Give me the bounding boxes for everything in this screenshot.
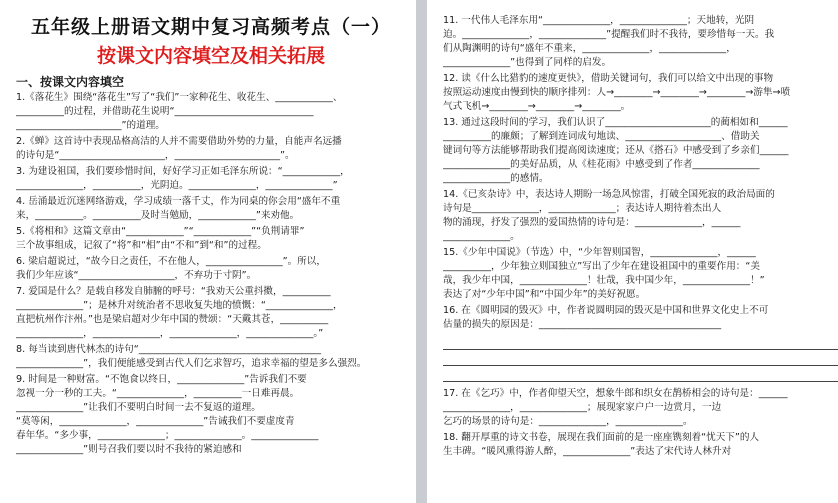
question-line: ______________________”的道理。: [16, 120, 165, 131]
question-line: __________的廉颇；了解到连词成句地读、____________________、借助关: [443, 131, 760, 142]
question-line: ______________，__________，光阴迫。______________，______________”: [16, 180, 338, 191]
question-item: [16, 255, 406, 283]
question-item: [443, 72, 838, 114]
question-line: __________的过程，并借助花生说明“_____________________________: [16, 106, 314, 117]
question-line: 18. 翻开厚重的诗文书卷，展现在我们面前的是一座座镌刻着“忧天下”的人: [443, 432, 760, 443]
question-line: ______________，______________；展现家家户户一边赏月，一边: [443, 402, 722, 413]
question-item: [16, 285, 406, 341]
question-line: 的诗句是“______________________，______________________”。: [16, 150, 295, 161]
left-question-list: [16, 91, 406, 459]
question-line: 键词句等方法能够帮助我们提高阅读速度；还从《搭石》中感受到了乡亲们______: [443, 145, 789, 156]
question-line: 来，__________。__________及时当勉励，____________”来劝他。: [16, 210, 300, 221]
question-line: 14.《已亥杂诗》中，表达诗人期盼一场急风惊雷，打破全国死寂的政治局面的: [443, 189, 775, 200]
question-line: 8. 每当读到唐代林杰的诗句“______________________________________: [16, 344, 321, 355]
question-line: ______________”，我们便能感受到古代人们乞求智巧，追求幸福的望是多么强烈。: [16, 358, 367, 369]
question-line: 忽视一分一秒的工夫。“______________，__________一日难再晨。: [16, 388, 300, 399]
question-item: [443, 188, 838, 244]
question-line: 1.《落花生》围绕“落花生”写了“我们”一家种花生、收花生、____________、: [16, 92, 343, 103]
question-line: 生丰碑。“暖风熏得游人醉，______________”表达了宋代诗人林升对: [443, 446, 732, 457]
question-line: 7. 爱国是什么？是载自移发自肺腑的呼号：“我劝天公重抖擞，__________: [16, 286, 331, 297]
question-line: ______________的感情。: [443, 173, 549, 184]
question-item: [16, 91, 406, 133]
question-line: 12. 读《什么比猎豹的速度更快》，借助关键词句，我们可以给文中出现的事物: [443, 73, 774, 84]
question-item: [443, 246, 838, 302]
question-line: ______________”也得到了同样的启发。: [443, 57, 612, 68]
question-line: 13. 通过这段时间的学习，我们认识了______________________的蔺相如和______: [443, 117, 788, 128]
question-item: [443, 431, 838, 459]
question-line: __________，少年独立则国独立”写出了少年在建设祖国中的重要作用：“美: [443, 261, 760, 272]
question-item: [443, 387, 838, 429]
answer-blank-line: [443, 336, 838, 350]
question-line: 气式飞机→________→________→________。: [443, 101, 631, 112]
question-item: [443, 14, 838, 70]
question-line: ______________，______________，______________，______________。”: [16, 328, 324, 339]
question-line: 5.《将相和》这篇文章由“____________”“____________”“负荆请罪”: [16, 226, 305, 237]
question-item: [16, 165, 406, 193]
question-line: 6. 梁启超说过，“故今日之责任，不在他人，________________”。所以，: [16, 256, 326, 267]
question-item: [443, 304, 838, 332]
left-page: [0, 0, 416, 503]
question-line: 9. 时间是一种财富。“不饱食以终日，______________”告诉我们不要: [16, 374, 307, 385]
question-line: ______________”则号召我们要以时不我待的紧迫感和: [16, 444, 242, 455]
question-line: 表达了对“少年中国”和“中国少年”的美好祝愿。: [443, 289, 646, 300]
question-item: [16, 343, 406, 371]
question-line: ______________”让我们不要明白时间一去不复返的道理。: [16, 402, 261, 413]
question-line: 迫。______________，______________”提醒我们时不我待，要珍惜每一天。我: [443, 29, 775, 40]
question-line: ______________。: [443, 231, 520, 242]
question-line: 15.《少年中国说》（节选）中，“少年智则国智，______________，______: [443, 247, 756, 258]
question-line: 16. 在《圆明园的毁灭》中，作者说圆明园的毁灭是中国和世界文化史上不可: [443, 305, 769, 316]
right-question-list: [443, 14, 838, 334]
question-line: 们从陶渊明的诗句“盛年不重来，______________，______________，: [443, 43, 736, 54]
question-item: [16, 135, 406, 163]
question-line: 直把杭州作汴州。”也是梁启超对少年中国的赞颂：“天戴其苍，__________: [16, 314, 329, 325]
question-item: [16, 195, 406, 223]
question-line: 11. 一代伟人毛泽东用“______________，______________；天地转，光阴: [443, 15, 755, 26]
question-line: 物的涌现，抒发了强烈的爱国热情的诗句是：______________，______: [443, 217, 741, 228]
section-heading: 一、按课文内容填空: [16, 75, 125, 89]
right-question-list-continued: [443, 387, 838, 461]
document-title: 五年级上册语文期中复习高频考点（一）: [30, 16, 391, 38]
document-subtitle: 按课文内容填空及相关拓展: [96, 45, 325, 67]
answer-blank-line: [443, 352, 838, 366]
question-line: 3. 为建设祖国，我们要珍惜时间，好好学习正如毛泽东所说：“____________，: [16, 166, 350, 177]
question-line: 三个故事组成，记叙了“将”和“相”由“不和”到“和”的过程。: [16, 240, 267, 251]
question-line: ______________的美好品质，从《桂花雨》中感受到了作者______________: [443, 159, 760, 170]
question-line: 哉，我少年中国，______________！壮哉，我中国少年，______________！”: [443, 275, 765, 286]
question-line: 按照运动速度由慢到快的顺序排列：人→________→________→________→游隼→喷: [443, 87, 791, 98]
question-line: 乞巧的场景的诗句是：______________，______________。: [443, 416, 693, 427]
question-line: “莫等闲，______________，______________”告诫我们不要虚度青: [16, 416, 295, 427]
question-item: [16, 373, 406, 457]
question-line: 17. 在《乞巧》中，作者仰望天空，想象牛郎和织女在鹊桥相会的诗句是：______: [443, 388, 788, 399]
question-line: 估量的损失的原因是：______________________________________: [443, 319, 722, 330]
question-line: 诗句是______________，______________；表达诗人期待着杰出人: [443, 203, 722, 214]
question-line: 我们少年应该“____________________，不弃功于寸阴”。: [16, 270, 257, 281]
question-line: 春年华。“多少事，______________；______________。______________: [16, 430, 319, 441]
right-page: [427, 0, 838, 503]
question-item: [443, 116, 838, 186]
question-line: 4. 岳涌最近沉迷网络游戏，学习成绩一落千丈，作为同桌的你会用“盛年不重: [16, 196, 341, 207]
question-line: 2.《蝉》这首诗中表现品格高洁的人并不需要借助外势的力量，自能声名远播: [16, 136, 342, 147]
answer-blank-line: [443, 368, 838, 382]
question-item: [16, 225, 406, 253]
question-line: ______________”；是林升对统治者不思收复失地的愤慨：“______________，: [16, 300, 343, 311]
